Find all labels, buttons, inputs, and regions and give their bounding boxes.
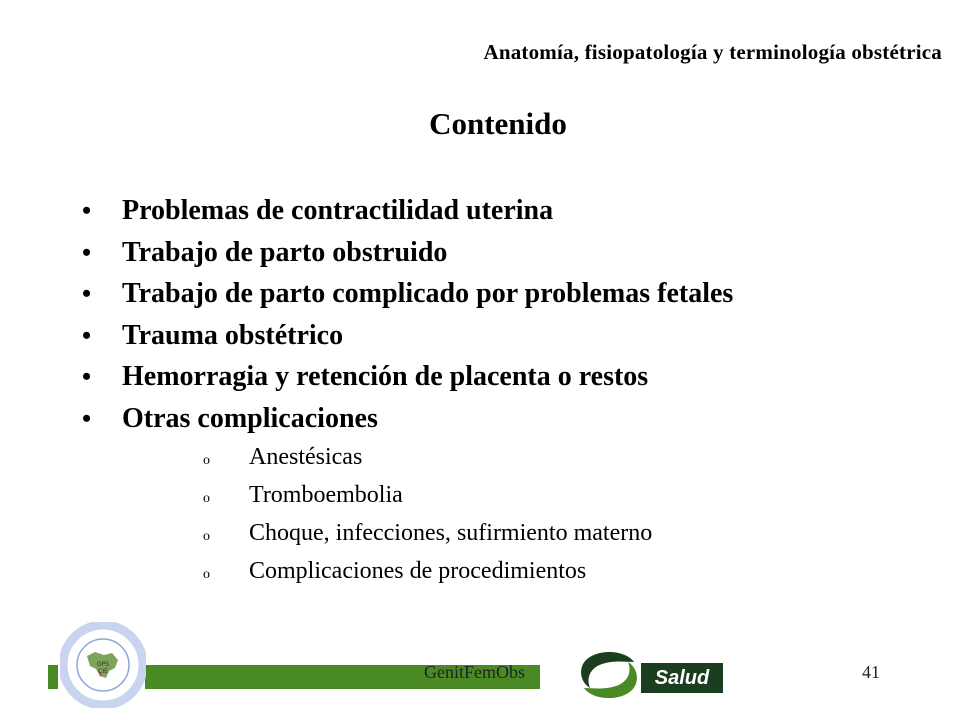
list-item-label: Otras complicaciones	[122, 402, 378, 434]
list-item-label: Trabajo de parto complicado por problemas fetales	[122, 278, 734, 309]
sub-bullet-icon: o	[203, 491, 210, 506]
sub-bullet-icon: o	[203, 453, 210, 468]
sub-list-item	[203, 558, 652, 596]
list-item-label: Problemas de contractilidad uterina	[122, 195, 554, 226]
sub-list-item-label: Tromboembolia	[249, 482, 403, 508]
list-item-label: Hemorragia y retención de placenta o restos	[122, 361, 649, 392]
footer-accent-bar-left	[48, 665, 58, 689]
sub-list-item-label: Complicaciones de procedimientos	[249, 558, 587, 584]
page-number: 41	[862, 662, 880, 682]
list-item	[82, 195, 733, 237]
svg-text:CIE: CIE	[98, 668, 108, 675]
sub-list-item	[203, 444, 652, 482]
sub-list	[203, 444, 652, 596]
list-item	[82, 237, 733, 279]
list-item	[82, 361, 733, 403]
sub-list-item	[203, 520, 652, 558]
salud-brand-badge: Salud	[640, 662, 724, 694]
svg-text:OPS: OPS	[96, 661, 110, 668]
sub-list-item-label: Choque, infecciones, sufirmiento materno	[249, 520, 653, 546]
bullet-icon: •	[82, 320, 92, 350]
sub-list-item-label: Anestésicas	[249, 444, 363, 470]
bullet-icon: •	[82, 196, 92, 225]
bullet-icon: •	[82, 403, 92, 433]
bullet-list	[82, 195, 733, 444]
sub-bullet-icon: o	[203, 529, 210, 544]
sub-list-item	[203, 482, 652, 520]
list-item	[82, 278, 733, 320]
bullet-icon: •	[82, 362, 92, 391]
list-item	[82, 320, 733, 362]
list-item-label: Trabajo de parto obstruido	[122, 236, 448, 268]
footer-course-code: GenitFemObs	[424, 662, 525, 682]
sub-bullet-icon: o	[203, 567, 210, 582]
bullet-icon: •	[82, 237, 92, 267]
salud-swirl-logo-icon	[576, 648, 642, 702]
cemece-seal-logo-icon	[60, 622, 146, 708]
header-title: Anatomía, fisiopatología y terminología obstétrica	[483, 40, 942, 64]
list-item	[82, 403, 733, 445]
list-item-label: Trauma obstétrico	[122, 319, 344, 351]
bullet-icon: •	[82, 279, 92, 308]
slide-heading: Contenido	[429, 106, 567, 141]
